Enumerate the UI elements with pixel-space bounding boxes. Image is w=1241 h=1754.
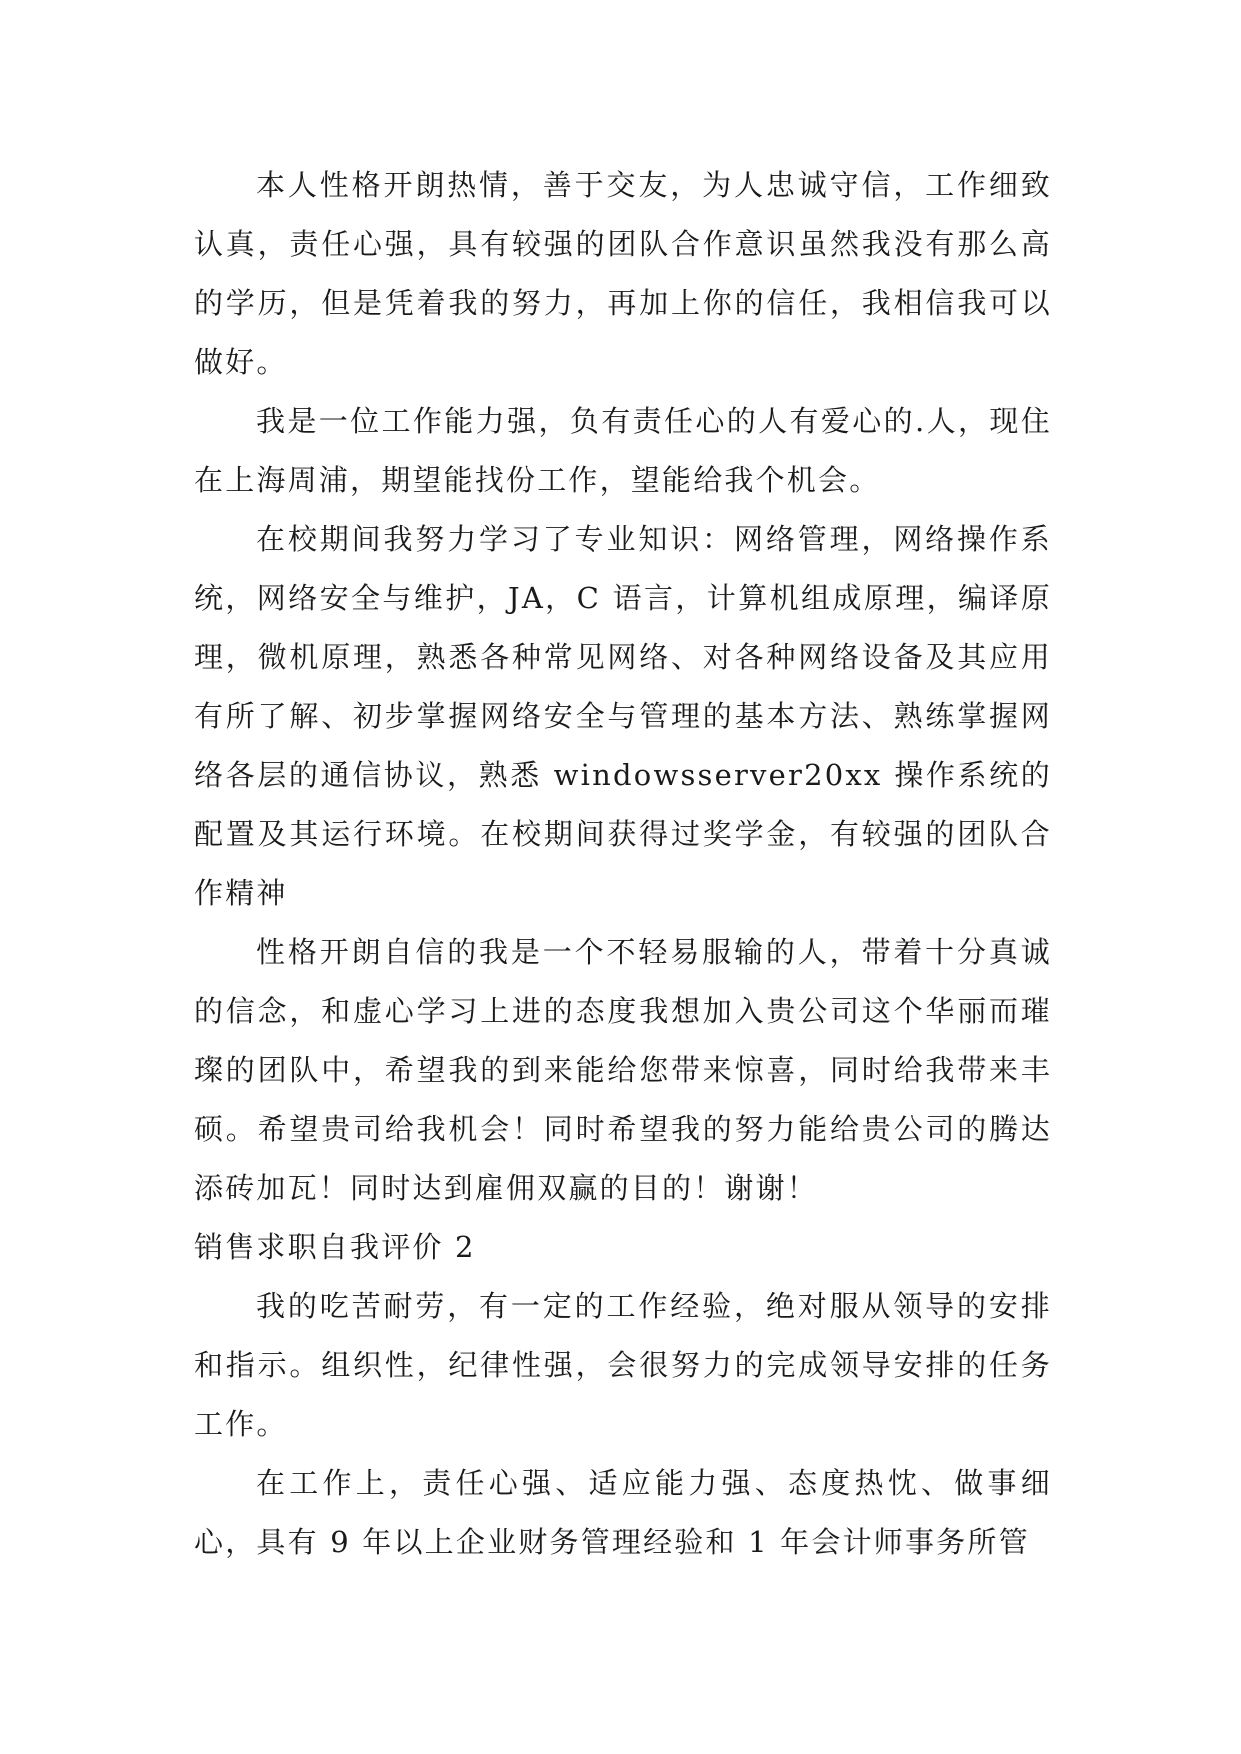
paragraph-6: 在工作上，责任心强、适应能力强、态度热忱、做事细心，具有 9 年以上企业财务管理经验和 1 年会计师事务所管 (194, 1466, 1052, 1559)
paragraph-4: 性格开朗自信的我是一个不轻易服输的人，带着十分真诚的信念，和虚心学习上进的态度我想加入贵公司这个华丽而璀璨的团队中，希望我的到来能给您带来惊喜，同时给我带来丰硕。希望贵司给我机会！同时希望我的努力能给贵公司的腾达添砖加瓦！同时达到雇佣双赢的目的！谢谢！ (194, 935, 1052, 1205)
paragraph-2: 我是一位工作能力强，负有责任心的人有爱心的.人，现住在上海周浦，期望能找份工作，望能给我个机会。 (194, 404, 1052, 497)
paragraph-3: 在校期间我努力学习了专业知识：网络管理，网络操作系统，网络安全与维护，JA，C 语言，计算机组成原理，编译原理，微机原理，熟悉各种常见网络、对各种网络设备及其应用有所了解、初步掌握网络安全与管理的基本方法、熟练掌握网络各层的通信协议，熟悉 windowsserver20xx 操作系统的配置及其运行环境。在校期间获得过奖学金，有较强的团队合作精神 (194, 522, 1052, 910)
paragraph-5: 我的吃苦耐劳，有一定的工作经验，绝对服从领导的安排和指示。组织性，纪律性强，会很努力的完成领导安排的任务工作。 (194, 1289, 1052, 1441)
section-heading: 销售求职自我评价 2 (194, 1230, 476, 1264)
document-body (194, 156, 1052, 1572)
paragraph-1: 本人性格开朗热情，善于交友，为人忠诚守信，工作细致认真，责任心强，具有较强的团队合作意识虽然我没有那么高的学历，但是凭着我的努力，再加上你的信任，我相信我可以做好。 (194, 168, 1052, 379)
